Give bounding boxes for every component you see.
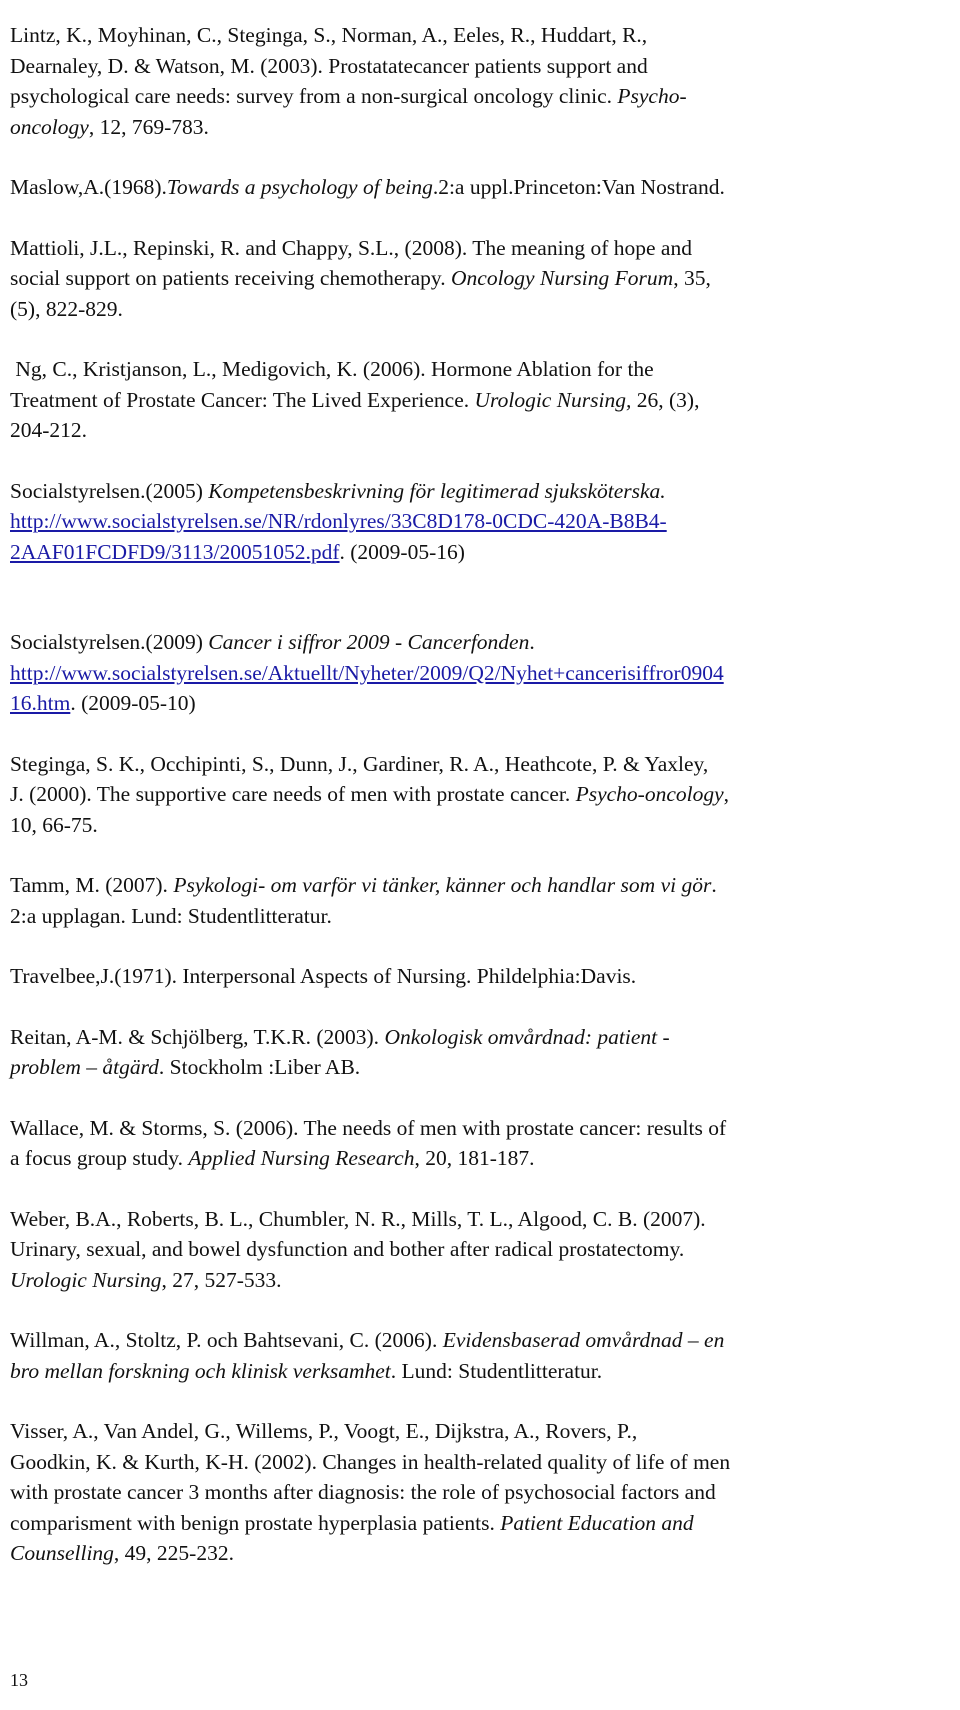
reference-line bbox=[10, 263, 955, 294]
reference-text: , 27, 527-533. bbox=[161, 1267, 282, 1292]
book-title: Psykologi- om varför vi tänker, känner och handlar som vi gör bbox=[173, 873, 712, 897]
reference-weber bbox=[10, 1204, 955, 1296]
reference-line bbox=[10, 688, 955, 719]
reference-line bbox=[10, 1022, 955, 1053]
reference-text: Maslow,A.(1968). bbox=[10, 175, 167, 199]
reference-line: 2:a upplagan. Lund: Studentlitteratur. bbox=[10, 903, 332, 928]
reference-line bbox=[10, 1143, 955, 1174]
reference-line bbox=[10, 1508, 955, 1539]
reference-text: Socialstyrelsen.(2005) bbox=[10, 478, 209, 503]
book-title: Evidensbaserad omvårdnad – en bbox=[442, 1328, 725, 1352]
reference-line: Dearnaley, D. & Watson, M. (2003). Prostatatecancer patients support and bbox=[10, 53, 648, 78]
reference-line bbox=[10, 476, 955, 507]
reference-text: comparisment with benign prostate hyperplasia patients. bbox=[10, 1510, 501, 1535]
reference-line bbox=[10, 385, 955, 416]
reference-line bbox=[10, 537, 955, 568]
url-link[interactable]: http://www.socialstyrelsen.se/Aktuellt/Nyheter/2009/Q2/Nyhet+cancerisiffror0904 bbox=[10, 660, 724, 685]
reference-text: Willman, A., Stoltz, P. och Bahtsevani, C. (2006). bbox=[10, 1328, 443, 1352]
reference-line: Visser, A., Van Andel, G., Willems, P., Voogt, E., Dijkstra, A., Rovers, P., bbox=[10, 1419, 638, 1443]
reference-socialstyrelsen-2005 bbox=[10, 476, 955, 568]
journal-title: Applied Nursing Research bbox=[188, 1146, 415, 1170]
document-title: Cancer i siffror 2009 - Cancerfonden bbox=[208, 630, 530, 654]
reference-text: .2:a uppl.Princeton:Van Nostrand. bbox=[432, 175, 725, 199]
reference-text: Tamm, M. (2007). bbox=[10, 873, 174, 897]
reference-line: Goodkin, K. & Kurth, K-H. (2002). Changes in health-related quality of life of men bbox=[10, 1449, 731, 1474]
book-title: Towards a psychology of being bbox=[166, 175, 433, 199]
reference-text: , bbox=[723, 782, 730, 806]
url-link[interactable]: 16.htm bbox=[10, 691, 71, 715]
reference-socialstyrelsen-2009 bbox=[10, 627, 955, 719]
journal-title: Oncology Nursing Forum bbox=[451, 266, 674, 290]
reference-mattioli bbox=[10, 233, 955, 325]
url-link[interactable]: http://www.socialstyrelsen.se/NR/rdonlyres/33C8D178-0CDC-420A-B8B4- bbox=[10, 509, 667, 533]
reference-text: . Lund: Studentlitteratur. bbox=[390, 1358, 603, 1383]
reference-visser bbox=[10, 1416, 955, 1569]
reference-text: J. (2000). The supportive care needs of men with prostate cancer. bbox=[10, 782, 576, 806]
reference-line: Wallace, M. & Storms, S. (2006). The needs of men with prostate cancer: results of bbox=[10, 1115, 727, 1140]
journal-title: Urologic Nursing bbox=[10, 1267, 162, 1292]
reference-lintz bbox=[10, 20, 955, 142]
access-date: . (2009-05-10) bbox=[70, 691, 196, 715]
reference-line: Ng, C., Kristjanson, L., Medigovich, K. (2006). Hormone Ablation for the bbox=[10, 357, 654, 381]
journal-title: Urologic Nursing, bbox=[474, 387, 632, 412]
reference-text: social support on patients receiving chemotherapy. bbox=[10, 266, 452, 290]
reference-line bbox=[10, 1052, 955, 1083]
document-title: Kompetensbeskrivning för legitimerad sjuksköterska. bbox=[208, 478, 666, 503]
reference-line bbox=[10, 506, 955, 537]
reference-text: . Stockholm :Liber AB. bbox=[158, 1055, 361, 1079]
reference-line bbox=[10, 1356, 955, 1387]
reference-travelbee bbox=[10, 961, 955, 992]
reference-willman bbox=[10, 1325, 955, 1386]
journal-title: Psycho-oncology bbox=[575, 782, 724, 806]
journal-title: Psycho- bbox=[617, 84, 687, 108]
journal-title: Patient Education and bbox=[500, 1510, 694, 1535]
reference-text: . bbox=[529, 630, 535, 654]
journal-title: oncology bbox=[10, 114, 89, 139]
reference-line bbox=[10, 627, 955, 658]
reference-text: Socialstyrelsen.(2009) bbox=[10, 630, 209, 654]
reference-maslow bbox=[10, 172, 955, 203]
reference-text: 26, (3), bbox=[631, 387, 700, 412]
reference-text: . bbox=[711, 873, 717, 897]
reference-tamm bbox=[10, 870, 955, 931]
reference-line bbox=[10, 112, 955, 143]
reference-line: (5), 822-829. bbox=[10, 296, 123, 321]
reference-reitan bbox=[10, 1022, 955, 1083]
reference-wallace bbox=[10, 1113, 955, 1174]
reference-line bbox=[10, 172, 955, 203]
book-title: problem – åtgärd bbox=[10, 1055, 159, 1079]
reference-text: , 49, 225-232. bbox=[113, 1541, 234, 1565]
reference-line: Travelbee,J.(1971). Interpersonal Aspects of Nursing. Phildelphia:Davis. bbox=[10, 964, 637, 988]
reference-line bbox=[10, 779, 955, 810]
reference-text: , 35, bbox=[673, 266, 711, 290]
reference-line: 10, 66-75. bbox=[10, 812, 98, 837]
reference-text: Treatment of Prostate Cancer: The Lived Experience. bbox=[10, 387, 475, 412]
access-date: . (2009-05-16) bbox=[339, 539, 465, 564]
reference-text: psychological care needs: survey from a non-surgical oncology clinic. bbox=[10, 84, 618, 108]
reference-line bbox=[10, 1325, 955, 1356]
reference-line: Steginga, S. K., Occhipinti, S., Dunn, J., Gardiner, R. A., Heathcote, P. & Yaxley, bbox=[10, 751, 709, 776]
reference-text: , 20, 181-187. bbox=[414, 1146, 535, 1170]
reference-line bbox=[10, 658, 955, 689]
reference-line bbox=[10, 81, 955, 112]
reference-line bbox=[10, 1538, 955, 1569]
reference-text: a focus group study. bbox=[10, 1146, 189, 1170]
page-number: 13 bbox=[10, 1670, 28, 1690]
reference-line: 204-212. bbox=[10, 418, 88, 442]
reference-text: , 12, 769-783. bbox=[88, 114, 209, 139]
reference-line: Urinary, sexual, and bowel dysfunction and bother after radical prostatectomy. bbox=[10, 1237, 685, 1261]
book-title: bro mellan forskning och klinisk verksamhet bbox=[10, 1358, 391, 1383]
reference-line: Mattioli, J.L., Repinski, R. and Chappy, S.L., (2008). The meaning of hope and bbox=[10, 235, 692, 260]
reference-line bbox=[10, 1265, 955, 1296]
reference-ng bbox=[10, 354, 955, 446]
reference-list bbox=[10, 20, 955, 1569]
reference-line: Lintz, K., Moyhinan, C., Steginga, S., Norman, A., Eeles, R., Huddart, R., bbox=[10, 23, 648, 47]
reference-line bbox=[10, 870, 955, 901]
reference-line: with prostate cancer 3 months after diagnosis: the role of psychosocial factors and bbox=[10, 1480, 716, 1504]
journal-title: Counselling bbox=[10, 1541, 114, 1565]
reference-steginga bbox=[10, 749, 955, 841]
reference-text: Reitan, A-M. & Schjölberg, T.K.R. (2003). bbox=[10, 1024, 385, 1049]
reference-line: Weber, B.A., Roberts, B. L., Chumbler, N. R., Mills, T. L., Algood, C. B. (2007). bbox=[10, 1206, 706, 1231]
book-title: Onkologisk omvårdnad: patient - bbox=[384, 1024, 670, 1049]
url-link[interactable]: 2AAF01FCDFD9/3113/20051052.pdf bbox=[10, 539, 340, 564]
